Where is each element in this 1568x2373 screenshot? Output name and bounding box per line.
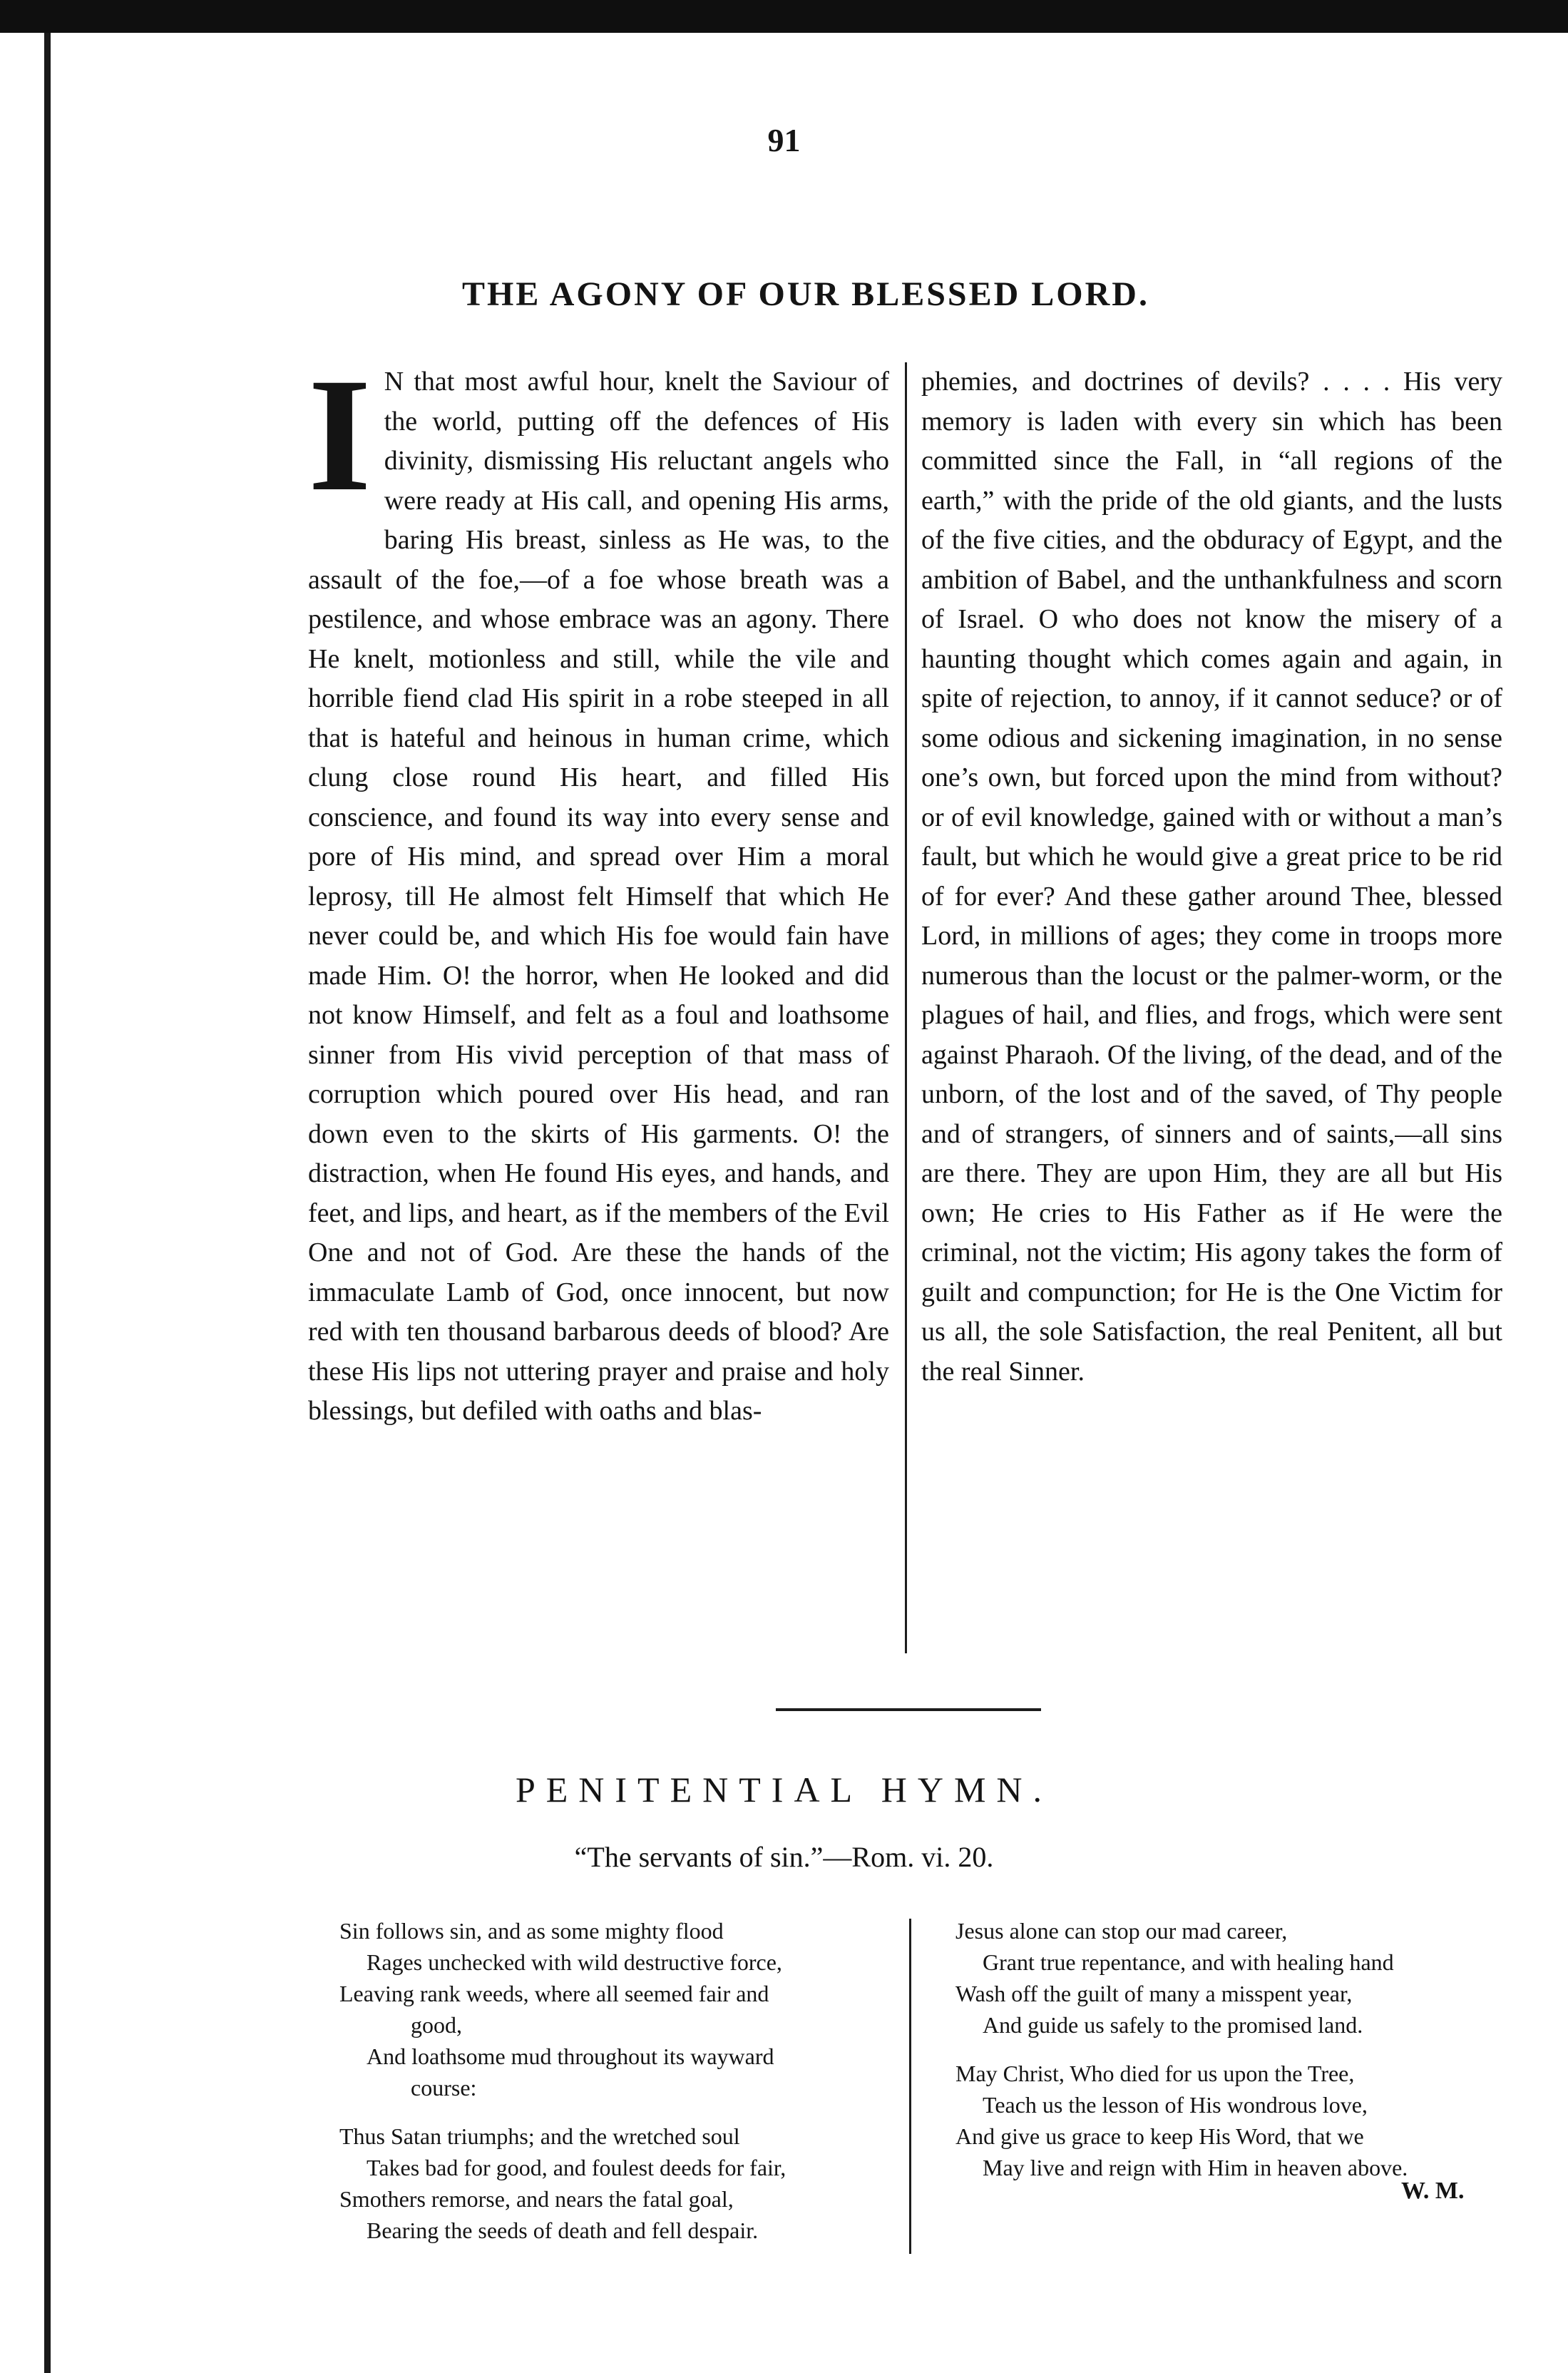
- hymn-stanza-2: [339, 2121, 910, 2246]
- hymn-line: And loathsome mud throughout its wayward: [367, 2043, 774, 2069]
- article-left-column: [308, 345, 889, 1660]
- column-divider: [905, 362, 907, 1653]
- article-right-column: [921, 362, 1502, 1660]
- page-number: 91: [767, 122, 801, 158]
- section-divider: [776, 1708, 1041, 1711]
- hymn-line: Sin follows sin, and as some mighty flood: [339, 1918, 724, 1944]
- article-title: THE AGONY OF OUR BLESSED LORD.: [462, 275, 1149, 313]
- hymn-left-column: [339, 1915, 910, 2263]
- hymn-line: And give us grace to keep His Word, that we: [955, 2123, 1364, 2149]
- hymn-epigraph: “The servants of sin.”—Rom. vi. 20.: [574, 1841, 994, 1873]
- drop-cap: I: [308, 345, 371, 525]
- page-top-border: [0, 0, 1568, 33]
- hymn-stanza-4: [955, 2058, 1526, 2183]
- hymn-column-divider: [909, 1919, 911, 2254]
- hymn-line: Rages unchecked with wild destructive force,: [367, 1949, 782, 1975]
- hymn-line: good,: [411, 2012, 462, 2038]
- hymn-line: Teach us the lesson of His wondrous love,: [983, 2092, 1368, 2118]
- hymn-title: PENITENTIAL HYMN.: [515, 1770, 1053, 1810]
- hymn-right-column: [955, 1915, 1526, 2200]
- hymn-line: Jesus alone can stop our mad career,: [955, 1918, 1288, 1944]
- page-left-edge: [44, 33, 51, 2373]
- hymn-line: Leaving rank weeds, where all seemed fair and: [339, 1981, 769, 2006]
- hymn-line: Smothers remorse, and nears the fatal goal,: [339, 2186, 734, 2212]
- article-right-text: phemies, and doctrines of devils? . . . . His very memory is laden with every sin which has been committed since the Fall, in “all regions of the earth,” with the pride of the old giants, and the lusts of the five cities, and the obduracy of Egypt, and the ambition of Babel, and the unthankfulness and scorn of Israel. O who does not know the misery of a haunting thought which comes again and again, in spite of rejection, to annoy, if it cannot seduce? or of some odious and sickening imagination, in no sense one’s own, but forced upon the mind from without? or of evil knowledge, gained with or without a man’s fault, but which he would give a great price to be rid of for ever? And these gather around Thee, blessed Lord, in millions of ages; they come in troops more numerous than the locust or the palmer-worm, or the plagues of hail, and flies, and frogs, which were sent against Pharaoh. Of the living, of the dead, and of the unborn, of the lost and of the saved, of Thy people and of strangers, of sinners and of saints,—all sins are there. They are upon Him, they are all but His own; He cries to His Father as if He were the criminal, not the victim; His agony takes the form of guilt and compunction; for He is the One Victim for us all, the sole Satisfaction, the real Penitent, all but the real Sinner.: [921, 367, 1502, 1387]
- hymn-line: And guide us safely to the promised land.: [983, 2012, 1363, 2038]
- hymn-line: Wash off the guilt of many a misspent year,: [955, 1981, 1353, 2006]
- hymn-line: May Christ, Who died for us upon the Tree,: [955, 2061, 1355, 2086]
- hymn-line: Bearing the seeds of death and fell despair.: [367, 2218, 759, 2243]
- article-left-text: N that most awful hour, knelt the Saviour of the world, putting off the defences of His divinity, dismissing His reluctant angels who were ready at His call, and opening His arms, baring His breast, sinless as He was, to the assault of the foe,—of a foe whose breath was a pestilence, and whose embrace was an agony. There He knelt, motionless and still, while the vile and horrible fiend clad His spirit in a robe steeped in all that is hateful and heinous in human crime, which clung close round His heart, and filled His conscience, and found its way into every sense and pore of His mind, and spread over Him a moral leprosy, till He almost felt Himself that which He never could be, and which His foe would fain have made Him. O! the horror, when He looked and did not know Himself, and felt as a foul and loathsome sinner from His vivid perception of that mass of corruption which poured over His head, and ran down even to the skirts of His garments. O! the distraction, when He found His eyes, and hands, and feet, and lips, and heart, as if the members of the Evil One and not of God. Are these the hands of the immaculate Lamb of God, once innocent, but now red with ten thousand barbarous deeds of blood? Are these His lips not uttering prayer and praise and holy blessings, but defiled with oaths and blas-: [308, 367, 889, 1426]
- hymn-line: Grant true repentance, and with healing hand: [983, 1949, 1394, 1975]
- hymn-stanza-1: [339, 1915, 910, 2103]
- hymn-line: course:: [411, 2075, 477, 2101]
- hymn-line: Thus Satan triumphs; and the wretched soul: [339, 2123, 740, 2149]
- hymn-line: May live and reign with Him in heaven above.: [983, 2155, 1408, 2180]
- hymn-line: Takes bad for good, and foulest deeds for fair,: [367, 2155, 786, 2180]
- hymn-signature: W. M.: [1401, 2178, 1465, 2204]
- hymn-stanza-3: [955, 1915, 1526, 2041]
